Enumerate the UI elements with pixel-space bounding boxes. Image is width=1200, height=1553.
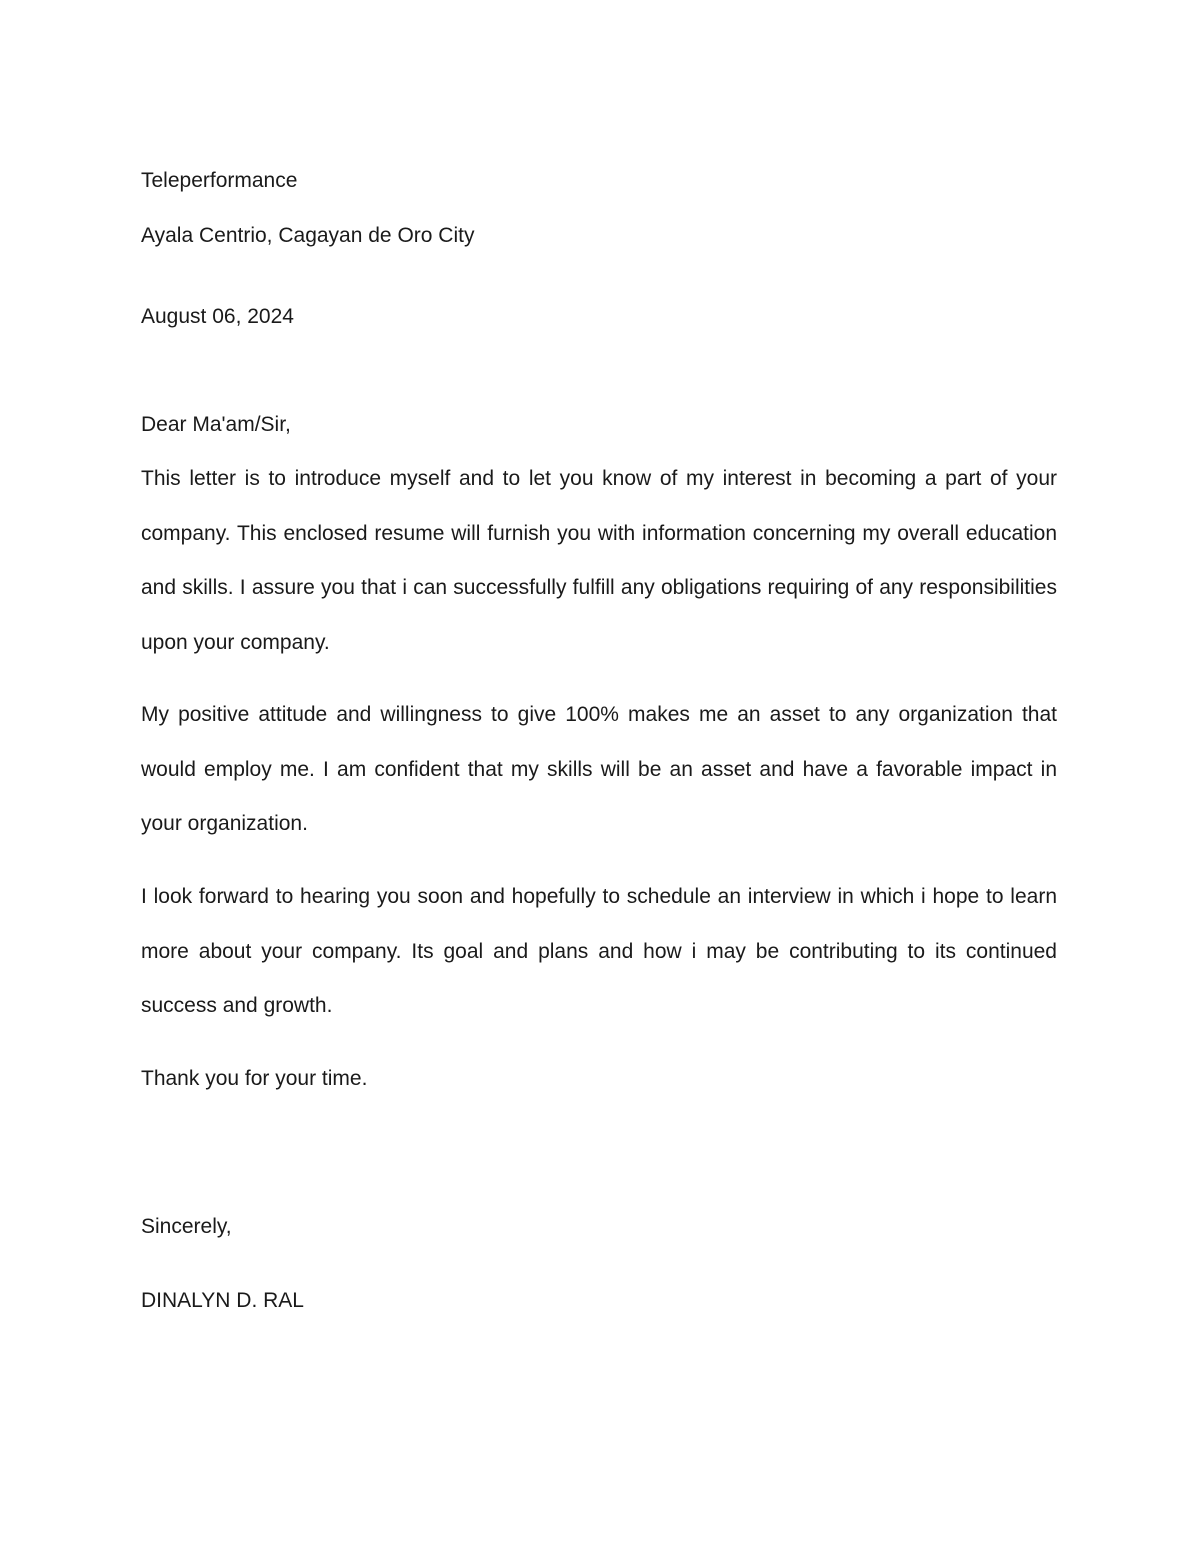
body-paragraph-2: My positive attitude and willingness to give 100% makes me an asset to any organization that would employ me. I am confident that my skills will be an asset and have a favorable impact in your organization. bbox=[141, 703, 1057, 835]
closing-thanks: Thank you for your time. bbox=[141, 1067, 368, 1090]
body-paragraph-1: This letter is to introduce myself and to let you know of my interest in becoming a part of your company. This enclosed resume will furnish you with information concerning my overall education and skills. I assure you that i can successfully fulfill any obligations requiring of any responsibilities upon your company. bbox=[141, 467, 1057, 654]
recipient-address: Ayala Centrio, Cagayan de Oro City bbox=[141, 224, 475, 247]
recipient-company: Teleperformance bbox=[141, 169, 298, 192]
letter-date: August 06, 2024 bbox=[141, 305, 294, 328]
body-paragraph-3: I look forward to hearing you soon and hopefully to schedule an interview in which i hope to learn more about your company. Its goal and plans and how i may be contributing to its continued success and growth. bbox=[141, 885, 1057, 1017]
signatory-name: DINALYN D. RAL bbox=[141, 1289, 304, 1312]
sign-off: Sincerely, bbox=[141, 1215, 232, 1238]
salutation: Dear Ma'am/Sir, bbox=[141, 413, 291, 436]
